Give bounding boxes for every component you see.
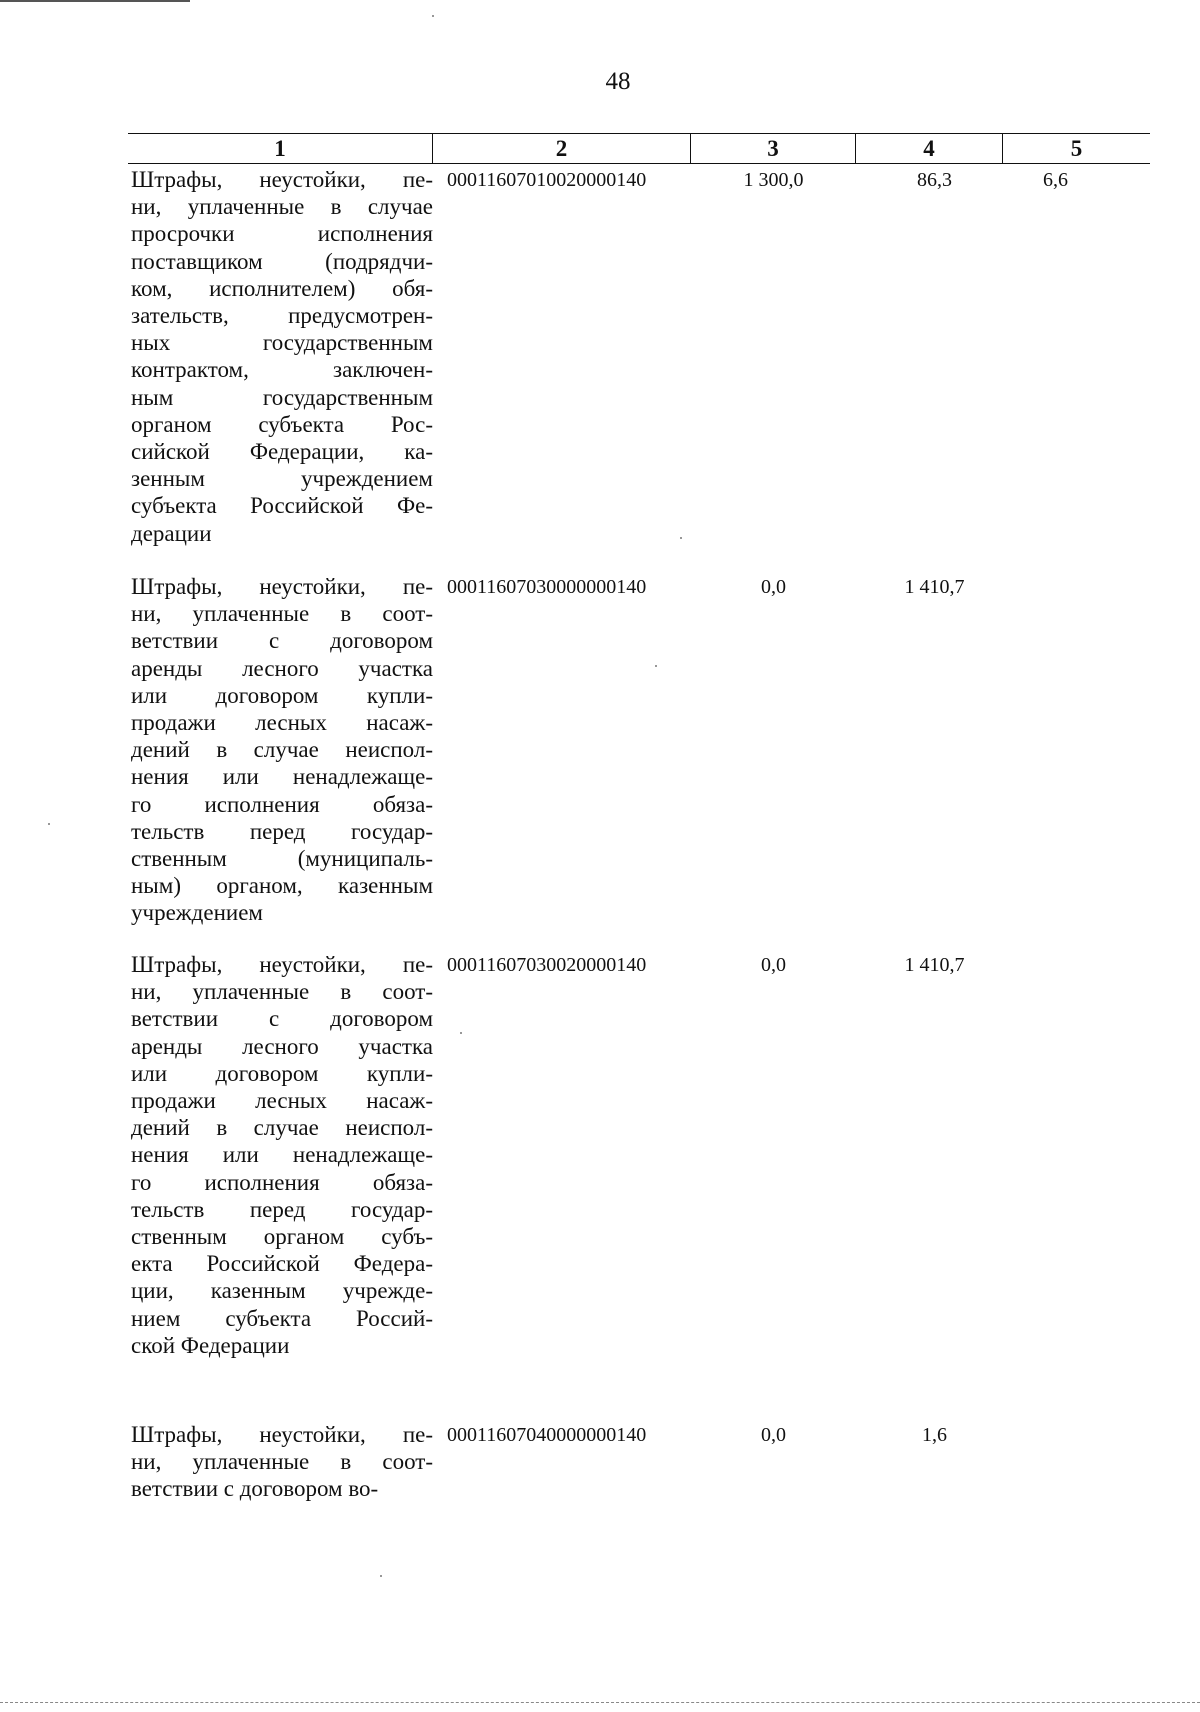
description-line: дерации — [131, 520, 212, 546]
column-header-1: 1 — [128, 134, 433, 163]
description-line: ственным (муниципаль- — [131, 846, 433, 872]
table-row — [128, 164, 1150, 571]
table-body — [128, 164, 1150, 1521]
description-line: субъекта Российской Фе- — [131, 493, 433, 519]
description-line: аренды лесного участка — [131, 1033, 433, 1059]
description-line: ветствии с договором во- — [131, 1476, 379, 1502]
description-line: ни, уплаченные в соот- — [131, 601, 433, 627]
description-line: просрочки исполнения — [131, 221, 433, 247]
description-line: ни, уплаченные в соот- — [131, 979, 433, 1005]
description-line: ных государственным — [131, 330, 433, 356]
description-line: или договором купли- — [131, 682, 433, 708]
description-line: поставщиком (подрядчи- — [131, 248, 433, 274]
description-line: продажи лесных насаж- — [131, 710, 433, 736]
scan-speck — [48, 823, 50, 825]
value-cell-col4: 1 410,7 — [904, 576, 965, 598]
scan-speck — [432, 15, 434, 17]
table-header-row — [128, 133, 1150, 164]
description-line: нием субъекта Россий- — [131, 1305, 433, 1331]
budget-code-cell: 00011607010020000140 — [447, 169, 647, 191]
description-line: го исполнения обяза- — [131, 1169, 433, 1195]
table-row — [128, 949, 1150, 1419]
description-line: ным) органом, казенным — [131, 873, 433, 899]
description-line: дений в случае неиспол- — [131, 737, 433, 763]
budget-code-cell: 00011607030020000140 — [447, 954, 647, 976]
description-line: го исполнения обяза- — [131, 791, 433, 817]
column-header-4: 4 — [856, 134, 1003, 163]
value-cell-col5: 6,6 — [1043, 169, 1068, 191]
scan-speck — [680, 537, 682, 539]
description-line: контрактом, заключен- — [131, 357, 433, 383]
table-row — [128, 571, 1150, 949]
description-line: Штрафы, неустойки, пе- — [131, 167, 433, 192]
value-cell-col4: 86,3 — [917, 169, 952, 191]
value-cell-col4: 1,6 — [922, 1424, 947, 1446]
budget-code-cell: 00011607040000000140 — [447, 1424, 647, 1446]
value-cell-col5 — [1003, 573, 1150, 949]
description-line: екта Российской Федера- — [131, 1251, 433, 1277]
description-line: ветствии с договором — [131, 1006, 433, 1032]
value-cell-col5 — [1003, 951, 1150, 1419]
description-line: зенным учреждением — [131, 466, 433, 492]
column-header-2: 2 — [433, 134, 691, 163]
description-line: ным государственным — [131, 384, 433, 410]
value-cell-col3: 0,0 — [761, 1424, 786, 1446]
description-line: нения или ненадлежаще- — [131, 764, 433, 790]
budget-code-cell: 00011607030000000140 — [447, 576, 647, 598]
description-line: ком, исполнителем) обя- — [131, 275, 433, 301]
description-line: или договором купли- — [131, 1060, 433, 1086]
value-cell-col5 — [1003, 1421, 1150, 1521]
description-line: тельств перед государ- — [131, 1196, 433, 1222]
description-line: ни, уплаченные в соот- — [131, 1449, 433, 1475]
description-line: ветствии с договором — [131, 628, 433, 654]
budget-table — [128, 133, 1150, 1521]
value-cell-col3: 1 300,0 — [743, 169, 804, 191]
description-cell — [128, 951, 433, 1419]
description-line: аренды лесного участка — [131, 655, 433, 681]
column-header-3: 3 — [691, 134, 856, 163]
column-header-5: 5 — [1070, 136, 1083, 161]
description-line: сийской Федерации, ка- — [131, 439, 433, 465]
scan-edge-bottom — [0, 1702, 1200, 1703]
scan-speck — [460, 1032, 462, 1034]
description-line: тельств перед государ- — [131, 818, 433, 844]
page-number: 48 — [605, 68, 631, 95]
description-line: Штрафы, неустойки, пе- — [131, 1422, 433, 1447]
description-line: Штрафы, неустойки, пе- — [131, 574, 433, 599]
description-cell — [128, 166, 433, 571]
scan-edge-top — [0, 0, 190, 2]
description-line: учреждением — [131, 900, 263, 926]
description-line: ции, казенным учрежде- — [131, 1278, 433, 1304]
description-line: зательств, предусмотрен- — [131, 303, 433, 329]
description-line: Штрафы, неустойки, пе- — [131, 952, 433, 977]
description-line: ни, уплаченные в случае — [131, 194, 433, 220]
description-line: ственным органом субъ- — [131, 1224, 433, 1250]
table-row — [128, 1419, 1150, 1521]
description-line: органом субъекта Рос- — [131, 411, 433, 437]
value-cell-col3: 0,0 — [761, 576, 786, 598]
value-cell-col4: 1 410,7 — [904, 954, 965, 976]
description-line: нения или ненадлежаще- — [131, 1142, 433, 1168]
description-line: ской Федерации — [131, 1332, 290, 1358]
description-cell — [128, 573, 433, 949]
description-line: продажи лесных насаж- — [131, 1088, 433, 1114]
description-cell — [128, 1421, 433, 1521]
scan-speck — [655, 665, 657, 667]
description-line: дений в случае неиспол- — [131, 1115, 433, 1141]
scan-speck — [380, 1575, 382, 1577]
value-cell-col3: 0,0 — [761, 954, 786, 976]
